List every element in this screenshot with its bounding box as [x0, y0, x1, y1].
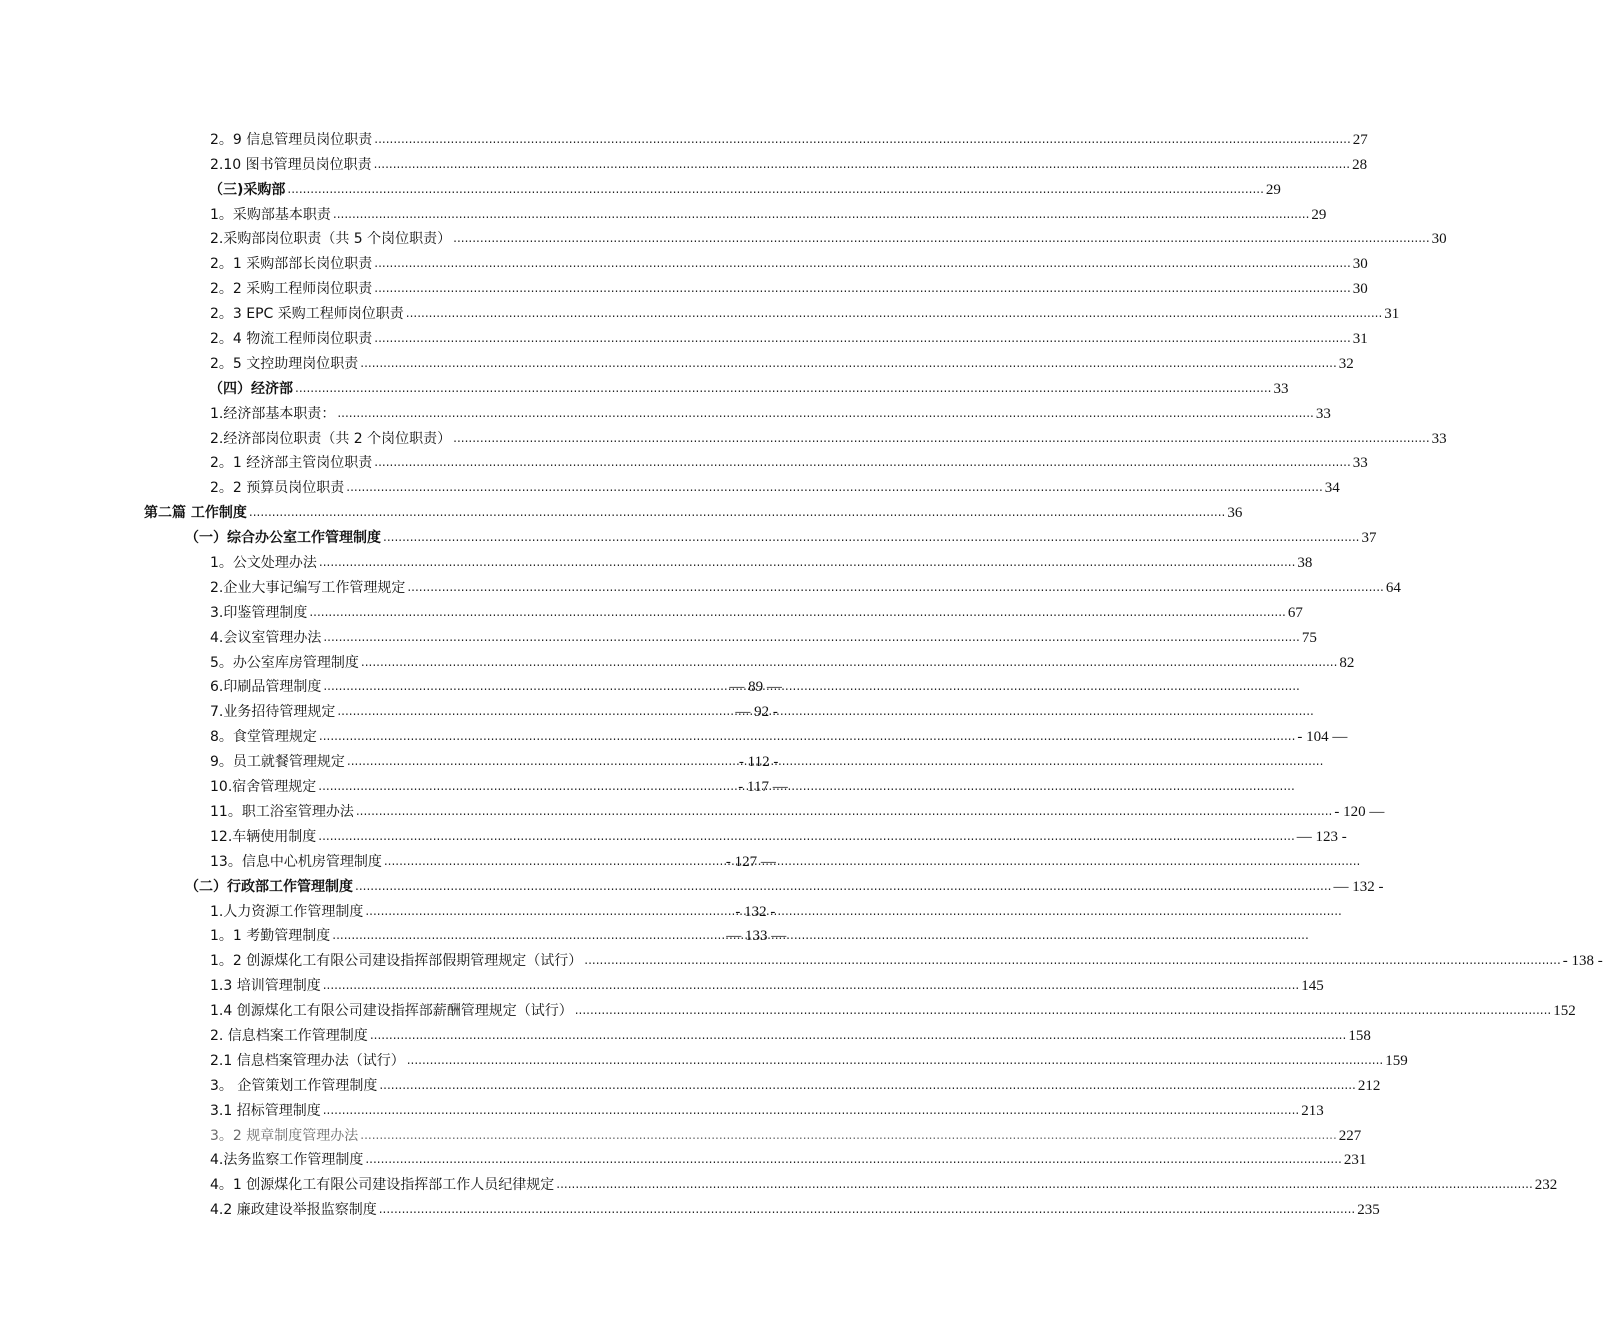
- toc-entry-page: 37: [1361, 530, 1377, 547]
- toc-entry-page: 29: [1265, 181, 1281, 198]
- toc-entry-page: 31: [1352, 331, 1368, 348]
- leader-dots: [323, 1101, 1300, 1120]
- toc-entry-title: 2.采购部岗位职责（共 5 个岗位职责）: [210, 231, 452, 248]
- toc-entry: [0, 1120, 1362, 1145]
- toc-entry-page: 30: [1431, 231, 1447, 248]
- toc-entry: [0, 746, 1015, 771]
- toc-entry-page: 213: [1301, 1102, 1324, 1119]
- toc-entry-page: - 104 —: [1297, 729, 1348, 746]
- toc-entry-title: 2。1 采购部部长岗位职责: [210, 256, 373, 273]
- toc-entry: [0, 696, 1015, 721]
- toc-entry: [0, 597, 1303, 622]
- toc-entry-title: 2。4 物流工程师岗位职责: [210, 331, 373, 348]
- toc-entry: [0, 472, 1340, 497]
- toc-entry-title: 2。2 采购工程师岗位职责: [210, 281, 373, 298]
- toc-entry-title: 3。2 规章制度管理办法: [210, 1127, 359, 1144]
- toc-entry: [0, 672, 1015, 697]
- leader-dots: [379, 1200, 1356, 1219]
- toc-part-heading: [0, 497, 1243, 522]
- toc-entry-page: 29: [1311, 206, 1327, 223]
- toc-entry-page: 34: [1324, 480, 1340, 497]
- toc-section-heading: [0, 174, 1281, 199]
- toc-entry-page: — 123 -: [1296, 828, 1347, 845]
- toc-entry-title: 8。食堂管理规定: [210, 729, 317, 746]
- toc-entry: [0, 149, 1368, 174]
- leader-dots: [319, 727, 1296, 746]
- leader-dots: [556, 1175, 1533, 1194]
- toc-entry-title: 3.1 招标管理制度: [210, 1102, 321, 1119]
- leader-dots: [384, 852, 710, 871]
- toc-entry-title: 1.3 培训管理制度: [210, 978, 321, 995]
- toc-entry-page: 31: [1384, 306, 1400, 323]
- toc-entry-page: — 92 -: [735, 704, 778, 721]
- leader-dots: [318, 827, 1295, 846]
- toc-entry-page: 27: [1352, 131, 1368, 148]
- toc-entry-title: 4.会议室管理办法: [210, 629, 322, 646]
- toc-entry: [0, 1095, 1324, 1120]
- toc-entry: [0, 572, 1401, 597]
- toc-entry-title: 13。信息中心机房管理制度: [210, 853, 382, 870]
- toc-entry-page: — 89 —: [729, 679, 782, 696]
- toc-entry-title: 4.法务监察工作管理制度: [210, 1152, 364, 1169]
- leader-dots: [337, 702, 719, 721]
- toc-entry-title: （二）行政部工作管理制度: [185, 878, 353, 895]
- leader-dots: [407, 1051, 1384, 1070]
- toc-entry-page: — 132 -: [1333, 878, 1384, 895]
- toc-entry: [0, 547, 1313, 572]
- toc-entry: [0, 945, 1603, 970]
- toc-entry-title: 11。职工浴室管理办法: [210, 803, 354, 820]
- toc-entry-title: 12.车辆使用制度: [210, 828, 317, 845]
- toc-entry-title: 1。1 考勤管理制度: [210, 928, 331, 945]
- toc-entry-title: 1。公文处理办法: [210, 555, 317, 572]
- toc-entry-page: 38: [1297, 555, 1313, 572]
- toc-entry-page: 145: [1301, 978, 1324, 995]
- toc-entry: [0, 771, 1015, 796]
- toc-entry-page: 158: [1348, 1027, 1371, 1044]
- leader-dots: [379, 1076, 1356, 1095]
- toc-entry-page: 33: [1273, 380, 1289, 397]
- toc-entry-page: - 117 —: [738, 779, 788, 796]
- toc-entry-title: 第二篇 工作制度: [144, 505, 247, 522]
- toc-entry: [0, 199, 1327, 224]
- toc-entry: [0, 846, 1015, 871]
- toc-entry: [0, 398, 1331, 423]
- toc-entry-title: 10.宿舍管理规定: [210, 779, 317, 796]
- toc-entry: [0, 1169, 1558, 1194]
- toc-entry-title: 9。员工就餐管理规定: [210, 754, 345, 771]
- leader-dots: [374, 254, 1351, 273]
- leader-dots: [318, 777, 722, 796]
- toc-entry-page: 28: [1352, 156, 1368, 173]
- leader-dots: [287, 180, 1264, 199]
- toc-entry-page: - 132 -: [735, 903, 776, 920]
- toc-entry-page: — 133 —: [726, 928, 787, 945]
- toc-entry-title: 1.4 创源煤化工有限公司建设指挥部薪酬管理规定（试行）: [210, 1003, 573, 1020]
- toc-entry-title: 6.印刷品管理制度: [210, 679, 322, 696]
- toc-entry: [0, 224, 1447, 249]
- leader-dots: [309, 603, 1286, 622]
- leader-dots: [360, 354, 1337, 373]
- leader-dots: [323, 677, 713, 696]
- toc-entry-page: 36: [1227, 505, 1243, 522]
- leader-dots: [361, 653, 1338, 672]
- toc-entry: [0, 1070, 1381, 1095]
- leader-dots: [370, 1026, 1347, 1045]
- toc-entry: [0, 323, 1368, 348]
- toc-entry-title: （三)采购部: [209, 181, 286, 198]
- leader-dots: [346, 478, 1323, 497]
- toc-entry: [0, 1045, 1408, 1070]
- toc-entry-page: 75: [1301, 629, 1317, 646]
- leader-dots: [365, 902, 719, 921]
- leader-dots: [323, 628, 1300, 647]
- leader-dots: [355, 877, 1332, 896]
- leader-dots: [453, 429, 1430, 448]
- table-of-contents: [0, 124, 1603, 1219]
- toc-entry: [0, 821, 1347, 846]
- toc-entry-title: 1.人力资源工作管理制度: [210, 903, 364, 920]
- toc-entry-title: 4。1 创源煤化工有限公司建设指挥部工作人员纪律规定: [210, 1177, 555, 1194]
- toc-entry-title: 7.业务招待管理规定: [210, 704, 336, 721]
- toc-entry-page: - 120 —: [1334, 803, 1385, 820]
- toc-entry: [0, 995, 1576, 1020]
- toc-entry-title: （一）综合办公室工作管理制度: [185, 530, 381, 547]
- toc-entry-title: 2.10 图书管理员岗位职责: [210, 156, 372, 173]
- toc-entry-title: 2. 信息档案工作管理制度: [210, 1027, 368, 1044]
- leader-dots: [575, 1001, 1552, 1020]
- leader-dots: [249, 503, 1226, 522]
- toc-entry-page: 30: [1352, 256, 1368, 273]
- toc-entry: [0, 896, 1015, 921]
- toc-entry-title: 4.2 廉政建设举报监察制度: [210, 1202, 377, 1219]
- toc-entry: [0, 124, 1368, 149]
- toc-section-heading: [0, 871, 1384, 896]
- toc-section-heading: [0, 522, 1377, 547]
- toc-entry-page: 235: [1357, 1202, 1380, 1219]
- toc-entry: [0, 622, 1317, 647]
- toc-entry-title: 2。1 经济部主管岗位职责: [210, 455, 373, 472]
- toc-entry-page: 64: [1385, 579, 1401, 596]
- toc-entry-page: 212: [1357, 1077, 1381, 1094]
- leader-dots: [356, 802, 1333, 821]
- leader-dots: [319, 553, 1296, 572]
- toc-entry: [0, 298, 1400, 323]
- toc-entry-page: 33: [1431, 430, 1447, 447]
- toc-entry-title: 2.1 信息档案管理办法（试行）: [210, 1052, 405, 1069]
- toc-entry-page: 82: [1339, 654, 1355, 671]
- leader-dots: [337, 404, 1314, 423]
- toc-entry-title: 2.企业大事记编写工作管理规定: [210, 579, 406, 596]
- toc-entry-page: 152: [1553, 1003, 1576, 1020]
- leader-dots: [407, 578, 1384, 597]
- toc-entry: [0, 1145, 1367, 1170]
- toc-entry-title: 2。5 文控助理岗位职责: [210, 355, 359, 372]
- leader-dots: [374, 155, 1351, 174]
- toc-entry-title: 3.印鉴管理制度: [210, 604, 308, 621]
- leader-dots: [332, 926, 710, 945]
- toc-entry-title: 1。2 创源煤化工有限公司建设指挥部假期管理规定（试行）: [210, 953, 583, 970]
- toc-entry-title: 2。3 EPC 采购工程师岗位职责: [210, 306, 404, 323]
- toc-entry-page: 33: [1352, 455, 1368, 472]
- toc-entry: [0, 248, 1368, 273]
- toc-entry-page: 227: [1338, 1127, 1362, 1144]
- toc-section-heading: [0, 373, 1289, 398]
- leader-dots: [374, 279, 1351, 298]
- leader-dots: [374, 453, 1351, 472]
- toc-entry: [0, 970, 1324, 995]
- leader-dots: [295, 379, 1272, 398]
- toc-entry-page: 30: [1352, 281, 1368, 298]
- toc-entry-title: 2。2 预算员岗位职责: [210, 480, 345, 497]
- toc-entry: [0, 921, 1015, 946]
- toc-entry: [0, 448, 1368, 473]
- leader-dots: [406, 304, 1383, 323]
- leader-dots: [360, 1126, 1337, 1145]
- toc-entry: [0, 721, 1348, 746]
- toc-entry-page: 32: [1338, 355, 1354, 372]
- toc-entry-title: 2。9 信息管理员岗位职责: [210, 131, 373, 148]
- leader-dots: [323, 976, 1300, 995]
- toc-entry-title: 1。采购部基本职责: [210, 206, 331, 223]
- toc-entry: [0, 1194, 1380, 1219]
- leader-dots: [383, 528, 1360, 547]
- toc-entry-title: 5。办公室库房管理制度: [210, 654, 359, 671]
- toc-entry-page: 231: [1343, 1152, 1367, 1169]
- leader-dots: [374, 130, 1351, 149]
- toc-entry-title: （四）经济部: [209, 380, 293, 397]
- toc-entry: [0, 348, 1354, 373]
- toc-entry: [0, 423, 1447, 448]
- toc-entry: [0, 1020, 1371, 1045]
- toc-entry-page: 33: [1315, 405, 1331, 422]
- toc-entry-page: 67: [1287, 604, 1303, 621]
- leader-dots: [453, 229, 1430, 248]
- toc-entry-title: 3。 企管策划工作管理制度: [210, 1077, 378, 1094]
- leader-dots: [347, 752, 723, 771]
- toc-entry-page: 159: [1385, 1052, 1408, 1069]
- toc-entry: [0, 796, 1385, 821]
- leader-dots: [584, 951, 1561, 970]
- toc-entry-title: 1.经济部基本职责：: [210, 405, 336, 422]
- leader-dots: [333, 205, 1310, 224]
- toc-entry-page: 232: [1534, 1177, 1558, 1194]
- toc-entry-page: - 138 -: [1562, 953, 1603, 970]
- toc-entry-title: 2.经济部岗位职责（共 2 个岗位职责）: [210, 430, 452, 447]
- leader-dots: [374, 329, 1351, 348]
- toc-entry-page: - 112 -: [738, 754, 779, 771]
- toc-entry: [0, 273, 1368, 298]
- leader-dots: [365, 1150, 1342, 1169]
- toc-entry: [0, 647, 1355, 672]
- toc-entry-page: - 127 —: [725, 853, 776, 870]
